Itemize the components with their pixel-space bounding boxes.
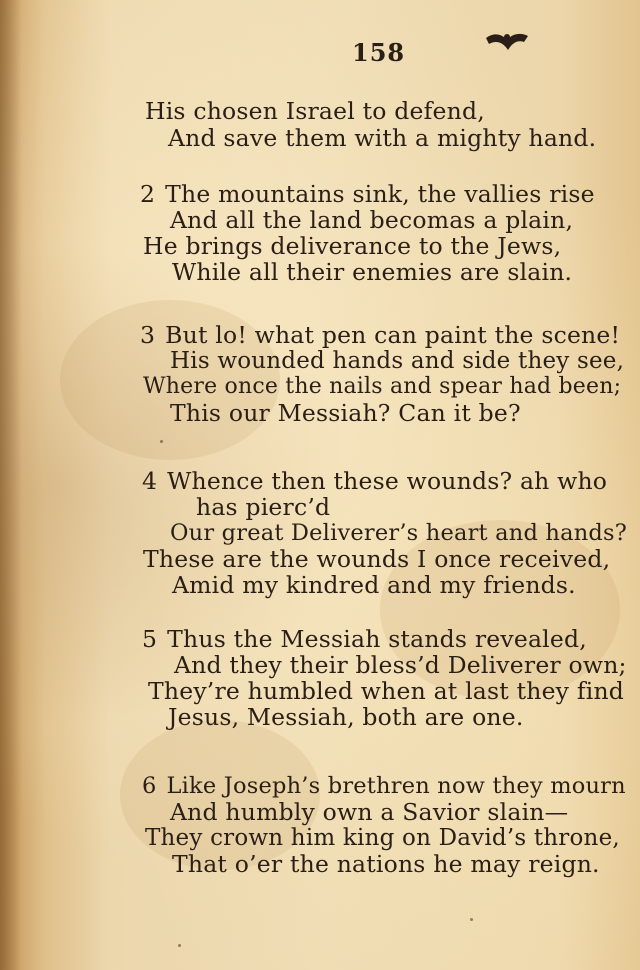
verse-number: 3 [140, 321, 156, 349]
verse-line: Whence then these wounds? ah who [167, 467, 608, 495]
verse-line: And save them with a mighty hand. [168, 124, 597, 152]
page-number: 158 [352, 38, 406, 67]
verse-line: They’re humbled when at last they find [148, 677, 625, 705]
verse-line: Our great Deliverer’s heart and hands? [170, 520, 628, 546]
verse-line: Like Joseph’s brethren now they mourn [166, 773, 626, 799]
verse-first-line [142, 626, 587, 652]
verse-line: And humbly own a Savior slain— [170, 798, 569, 826]
verse-line: While all their enemies are slain. [172, 258, 573, 286]
verse-number: 6 [142, 773, 157, 799]
verse-line: Where once the nails and spear had been; [143, 374, 622, 399]
paper-speck [160, 440, 163, 443]
verse-number: 2 [140, 180, 156, 208]
printer-ornament-icon [484, 28, 530, 56]
verse-line: The mountains sink, the vallies rise [165, 180, 595, 208]
verse-line: has pierc’d [196, 493, 331, 521]
verse-line: And they their bless’d Deliverer own; [174, 651, 627, 679]
verse-number: 5 [142, 625, 158, 653]
verse-line: They crown him king on David’s throne, [145, 825, 620, 851]
verse-line: These are the wounds I once received, [143, 545, 611, 573]
verse-line: He brings deliverance to the Jews, [143, 232, 562, 260]
verse-line: Thus the Messiah stands revealed, [167, 625, 587, 653]
verse-first-line [142, 773, 626, 799]
verse-line: This our Messiah? Can it be? [170, 399, 521, 427]
verse-first-line [142, 468, 607, 494]
verse-first-line [140, 322, 620, 348]
verse-line: His wounded hands and side they see, [170, 348, 625, 374]
paper-speck [470, 918, 473, 921]
verse-line: Jesus, Messiah, both are one. [168, 703, 524, 731]
verse-line: Amid my kindred and my friends. [172, 571, 576, 599]
verse-line: That o’er the nations he may reign. [172, 850, 600, 878]
verse-number: 4 [142, 467, 158, 495]
page-spine-shadow [0, 0, 22, 970]
verse-line: His chosen Israel to defend, [145, 97, 485, 125]
paper-speck [178, 944, 181, 947]
verse-line: And all the land becomas a plain, [170, 206, 574, 234]
verse-line: But lo! what pen can paint the scene! [165, 321, 621, 349]
verse-first-line [140, 181, 595, 207]
